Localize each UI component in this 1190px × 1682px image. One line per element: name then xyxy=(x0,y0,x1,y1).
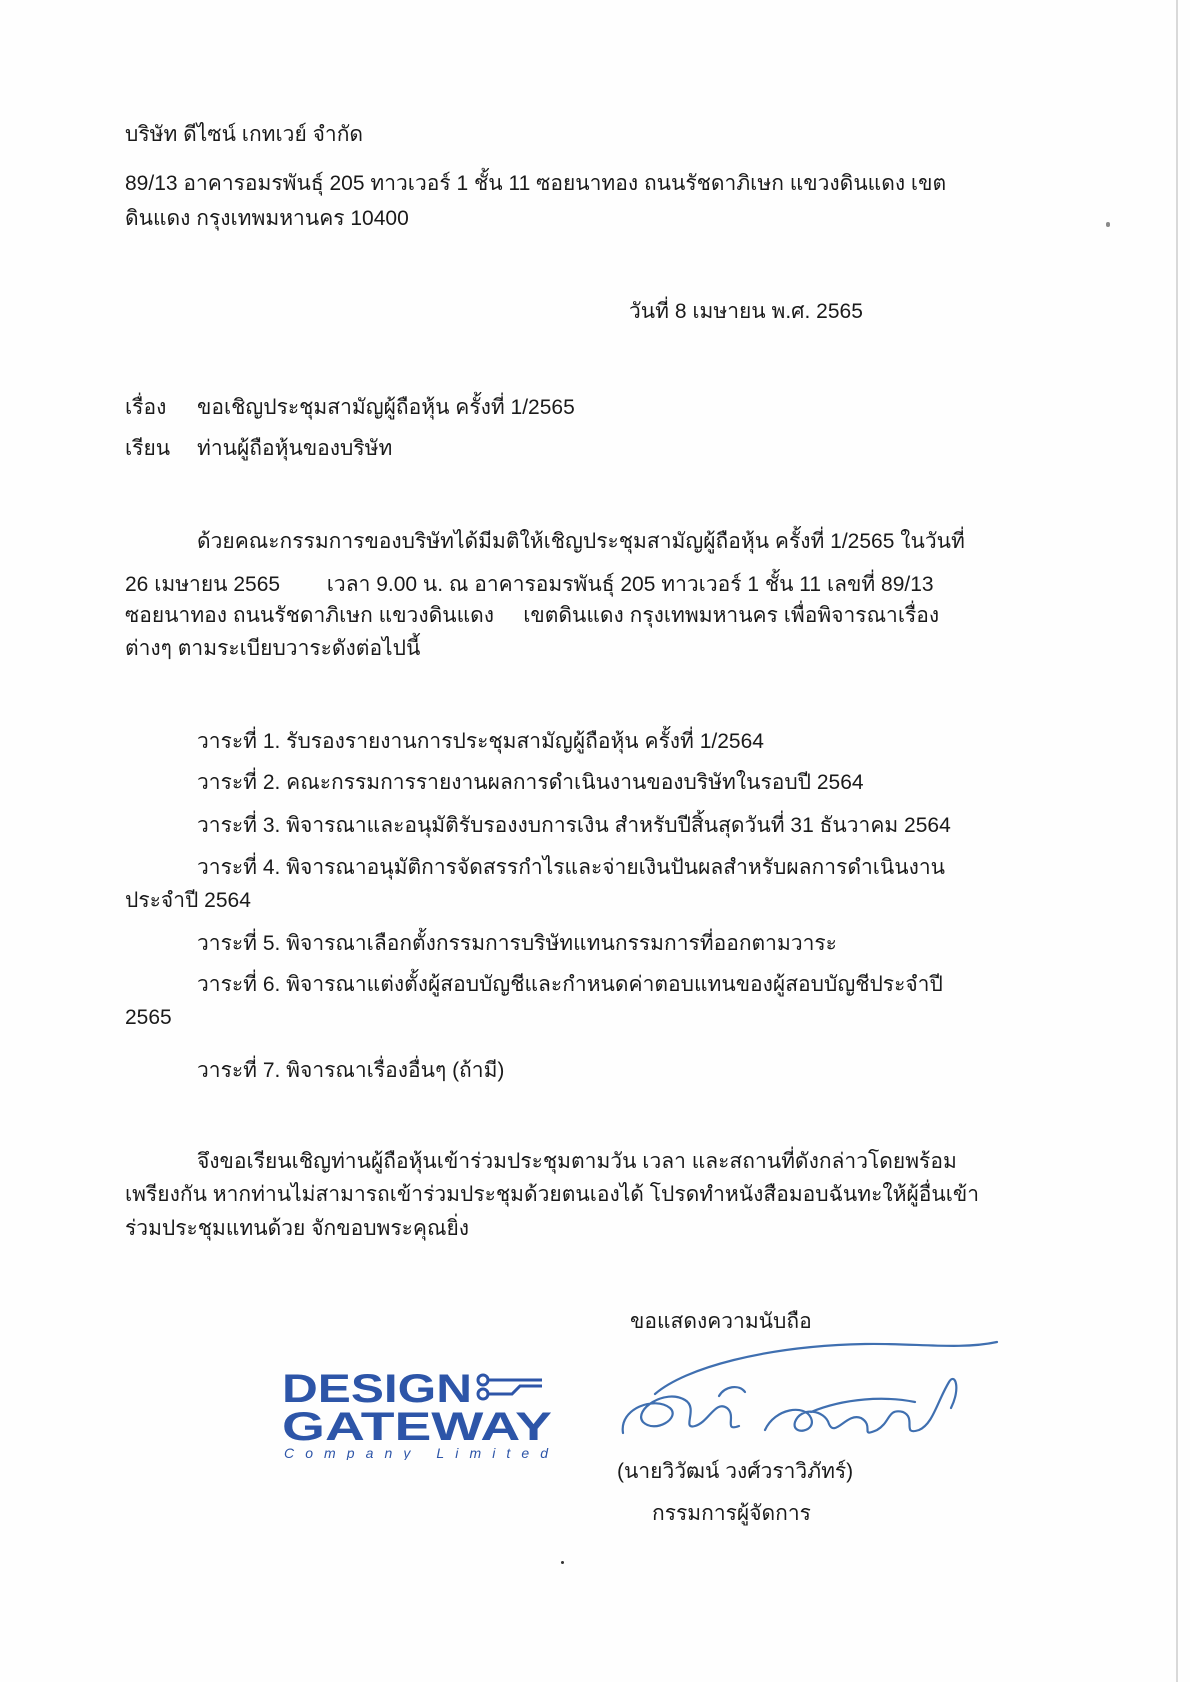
recipient-label: เรียน xyxy=(125,437,171,460)
closing-line3: ร่วมประชุมแทนด้วย จักขอบพระคุณยิ่ง xyxy=(125,1217,470,1240)
scan-speck xyxy=(1106,222,1110,227)
scan-dot xyxy=(561,1561,564,1564)
salutation: ขอแสดงความนับถือ xyxy=(630,1310,812,1333)
agenda-item-2: วาระที่ 2. คณะกรรมการรายงานผลการดำเนินงานของบริษัทในรอบปี 2564 xyxy=(197,771,864,794)
handwritten-signature xyxy=(615,1338,1010,1443)
company-name: บริษัท ดีไซน์ เกทเวย์ จำกัด xyxy=(125,123,364,146)
intro-line2: 26 เมษายน 2565 เวลา 9.00 น. ณ อาคารอมรพันธุ์ 205 ทาวเวอร์ 1 ชั้น 11 เลขที่ 89/13 xyxy=(125,573,934,596)
subject-row xyxy=(125,394,575,422)
intro-line4: ต่างๆ ตามระเบียบวาระดังต่อไปนี้ xyxy=(125,637,421,660)
agenda-item-7: วาระที่ 7. พิจารณาเรื่องอื่นๆ (ถ้ามี) xyxy=(197,1059,505,1082)
agenda-item-4-line1: วาระที่ 4. พิจารณาอนุมัติการจัดสรรกำไรและจ่ายเงินปันผลสำหรับผลการดำเนินงาน xyxy=(197,856,946,879)
recipient-text: ท่านผู้ถือหุ้นของบริษัท xyxy=(197,437,393,460)
letter-date: วันที่ 8 เมษายน พ.ศ. 2565 xyxy=(629,300,863,323)
intro-line3: ซอยนาทอง ถนนรัชดาภิเษก แขวงดินแดง เขตดินแดง กรุงเทพมหานคร เพื่อพิจารณาเรื่อง xyxy=(125,604,940,627)
page-edge-shadow xyxy=(1176,0,1178,1682)
subject-label: เรื่อง xyxy=(125,396,167,419)
intro-line1: ด้วยคณะกรรมการของบริษัทได้มีมติให้เชิญประชุมสามัญผู้ถือหุ้น ครั้งที่ 1/2565 ในวันที่ xyxy=(197,530,965,553)
agenda-item-3: วาระที่ 3. พิจารณาและอนุมัติรับรองงบการเงิน สำหรับปีสิ้นสุดวันที่ 31 ธันวาคม 2564 xyxy=(197,814,951,837)
company-stamp-logo xyxy=(280,1360,555,1460)
agenda-item-4-line2: ประจำปี 2564 xyxy=(125,889,251,912)
agenda-item-6-line1: วาระที่ 6. พิจารณาแต่งตั้งผู้สอบบัญชีและกำหนดค่าตอบแทนของผู้สอบบัญชีประจำปี xyxy=(197,973,943,996)
closing-line1: จึงขอเรียนเชิญท่านผู้ถือหุ้นเข้าร่วมประชุมตามวัน เวลา และสถานที่ดังกล่าวโดยพร้อม xyxy=(197,1150,957,1173)
recipient-row xyxy=(125,435,392,463)
signer-title: กรรมการผู้จัดการ xyxy=(652,1502,811,1525)
agenda-item-5: วาระที่ 5. พิจารณาเลือกตั้งกรรมการบริษัทแทนกรรมการที่ออกตามวาระ xyxy=(197,932,837,955)
agenda-item-1: วาระที่ 1. รับรองรายงานการประชุมสามัญผู้ถือหุ้น ครั้งที่ 1/2564 xyxy=(197,730,764,753)
company-address-line1: 89/13 อาคารอมรพันธุ์ 205 ทาวเวอร์ 1 ชั้น 11 ซอยนาทอง ถนนรัชดาภิเษก แขวงดินแดง เขต xyxy=(125,172,947,195)
circuit-icon xyxy=(478,1375,542,1399)
subject-text: ขอเชิญประชุมสามัญผู้ถือหุ้น ครั้งที่ 1/2565 xyxy=(197,396,575,419)
stamp-line2: GATEWAY xyxy=(282,1405,553,1449)
agenda-item-6-line2: 2565 xyxy=(125,1006,172,1029)
company-address-line2: ดินแดง กรุงเทพมหานคร 10400 xyxy=(125,207,409,230)
closing-line2: เพรียงกัน หากท่านไม่สามารถเข้าร่วมประชุมด้วยตนเองได้ โปรดทำหนังสือมอบฉันทะให้ผู้อื่นเข้า xyxy=(125,1183,980,1206)
signer-name: (นายวิวัฒน์ วงศ์วราวิภัทร์) xyxy=(617,1460,854,1483)
stamp-line1: DESIGN xyxy=(282,1367,472,1411)
stamp-line3: Company Limited xyxy=(284,1445,548,1460)
